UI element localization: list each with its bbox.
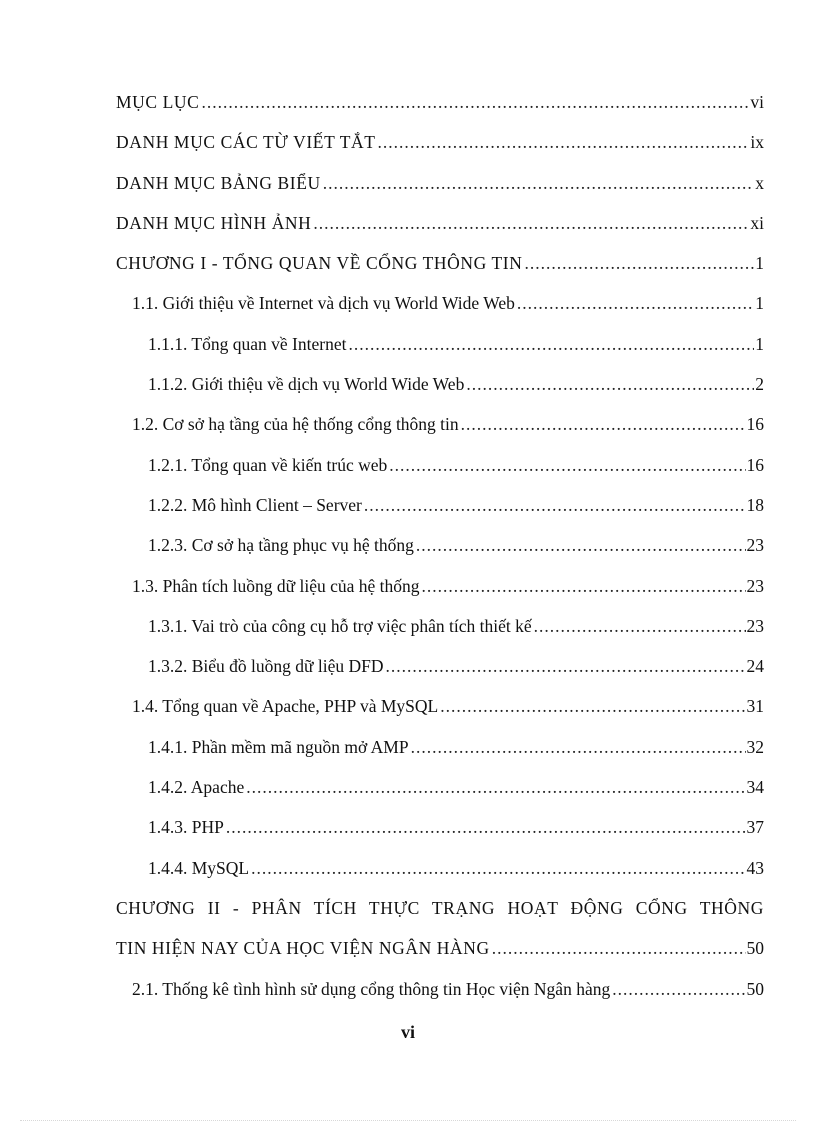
toc-entry-title: 1.2. Cơ sở hạ tầng của hệ thống cổng thông tin — [132, 414, 459, 435]
toc-entry-1-4-3[interactable] — [116, 817, 764, 857]
toc-entry-title: 1.2.1. Tổng quan về kiến trúc web — [148, 454, 388, 475]
toc-entry-1-4-2[interactable] — [116, 777, 764, 817]
toc-entry-page: 31 — [746, 696, 764, 717]
toc-entry-title: TIN HIỆN NAY CỦA HỌC VIỆN NGÂN HÀNG — [116, 938, 490, 959]
toc-entry-1-1-2[interactable] — [116, 374, 764, 414]
toc-entry-2-1[interactable] — [116, 979, 764, 1019]
toc-entry-title: 1.3. Phân tích luồng dữ liệu của hệ thống — [132, 575, 420, 596]
toc-entry-title: 1.4.2. Apache — [148, 777, 245, 798]
toc-entry-page: 32 — [746, 736, 764, 757]
toc-entry-title: DANH MỤC HÌNH ẢNH — [116, 212, 312, 233]
dot-leader — [389, 455, 745, 476]
dot-leader — [534, 616, 746, 637]
dot-leader — [378, 132, 750, 153]
dot-leader — [364, 495, 746, 516]
toc-entry-title: 1.1.1. Tổng quan về Internet — [148, 333, 347, 354]
toc-entry-page: 16 — [746, 414, 764, 435]
dot-leader — [246, 777, 745, 798]
dot-leader — [251, 858, 745, 879]
page-number: vi — [400, 1022, 415, 1042]
toc-entry-title: 1.2.3. Cơ sở hạ tầng phục vụ hệ thống — [148, 535, 414, 556]
toc-entry-page: 2 — [755, 374, 764, 395]
toc-entry-title: 1.1. Giới thiệu về Internet và dịch vụ World Wide Web — [132, 293, 515, 314]
toc-entry-title: 1.1.2. Giới thiệu về dịch vụ World Wide Web — [148, 374, 465, 395]
toc-entry-1-2-2[interactable] — [116, 495, 764, 535]
dot-leader — [201, 92, 749, 113]
dot-leader — [226, 817, 746, 838]
toc-entry-1-4-1[interactable] — [116, 737, 764, 777]
toc-entry-title: 1.4.4. MySQL — [148, 857, 250, 878]
toc-entry-page: 34 — [746, 777, 764, 798]
dot-leader — [466, 374, 754, 395]
toc-entry-page: 43 — [746, 857, 764, 878]
toc-entry-title: MỤC LỤC — [116, 92, 200, 112]
toc-entry-1-2[interactable] — [116, 414, 764, 454]
dot-leader — [411, 737, 746, 758]
toc-entry-page: 1 — [755, 253, 764, 274]
toc-entry-page: xi — [750, 212, 764, 233]
toc-entry-page: 23 — [746, 615, 764, 636]
dot-leader — [492, 938, 746, 959]
dot-leader — [313, 213, 749, 234]
toc-entry-1-2-1[interactable] — [116, 455, 764, 495]
toc-entry-page: 24 — [746, 656, 764, 677]
toc-entry-page: vi — [750, 92, 764, 112]
dot-leader — [461, 414, 746, 435]
toc-entry-title: 1.3.2. Biểu đồ luồng dữ liệu DFD — [148, 656, 384, 677]
toc-entry-muc-luc[interactable] — [116, 92, 764, 132]
toc-entry-title: 2.1. Thống kê tình hình sử dụng cổng thông tin Học viện Ngân hàng — [132, 978, 611, 999]
dot-leader — [440, 696, 745, 717]
toc-entry-figures[interactable] — [116, 213, 764, 253]
toc-entry-1-1[interactable] — [116, 293, 764, 333]
dot-leader — [517, 293, 754, 314]
dot-leader — [612, 979, 745, 1000]
dot-leader — [416, 535, 746, 556]
toc-entry-tables[interactable] — [116, 173, 764, 213]
toc-entry-page: ix — [750, 132, 764, 153]
toc-entry-page: 16 — [746, 454, 764, 475]
toc-entry-title: 1.2.2. Mô hình Client – Server — [148, 494, 362, 515]
toc-entry-page: 23 — [746, 575, 764, 596]
toc-entry-page: 23 — [746, 535, 764, 556]
toc-entry-page: x — [755, 172, 764, 193]
toc-entry-title: DANH MỤC BẢNG BIỂU — [116, 172, 321, 193]
toc-entry-chapter-1[interactable] — [116, 253, 764, 293]
dot-leader — [524, 253, 754, 274]
toc-entry-page: 1 — [755, 293, 764, 314]
toc-entry-1-1-1[interactable] — [116, 334, 764, 374]
toc-entry-1-2-3[interactable] — [116, 535, 764, 575]
toc-entry-1-3-2[interactable] — [116, 656, 764, 696]
toc-entry-title: CHƯƠNG I - TỔNG QUAN VỀ CỔNG THÔNG TIN — [116, 253, 523, 274]
dot-leader — [422, 576, 746, 597]
toc-entry-abbreviations[interactable] — [116, 132, 764, 172]
toc-entry-title-line1 — [116, 898, 764, 938]
dot-leader — [386, 656, 746, 677]
toc-entry-page: 50 — [746, 978, 764, 999]
toc-entry-title: 1.4.1. Phần mềm mã nguồn mở AMP — [148, 736, 409, 757]
toc-entry-page: 18 — [746, 494, 764, 515]
dot-leader — [348, 334, 754, 355]
page-bottom-divider — [20, 1120, 796, 1121]
toc-entry-1-3-1[interactable] — [116, 616, 764, 656]
toc-entry-title: DANH MỤC CÁC TỪ VIẾT TẮT — [116, 132, 376, 153]
toc-entry-1-4-4[interactable] — [116, 858, 764, 898]
toc-entry-page: 50 — [746, 938, 764, 959]
toc-entry-1-4[interactable] — [116, 696, 764, 736]
toc-entry-title: 1.4.3. PHP — [148, 817, 224, 838]
toc-entry-title: 1.4. Tổng quan về Apache, PHP và MySQL — [132, 696, 439, 717]
toc-entry-chapter-2[interactable] — [116, 898, 764, 979]
table-of-contents — [116, 92, 764, 1019]
toc-entry-page: 37 — [746, 817, 764, 838]
toc-entry-title-line2 — [116, 938, 764, 978]
toc-entry-title: 1.3.1. Vai trò của công cụ hỗ trợ việc phân tích thiết kế — [148, 615, 532, 636]
dot-leader — [323, 173, 754, 194]
toc-entry-title-text: CHƯƠNG II - PHÂN TÍCH THỰC TRẠNG HOẠT ĐỘNG CỔNG THÔNG — [116, 897, 764, 918]
toc-entry-1-3[interactable] — [116, 576, 764, 616]
toc-entry-page: 1 — [755, 333, 764, 354]
